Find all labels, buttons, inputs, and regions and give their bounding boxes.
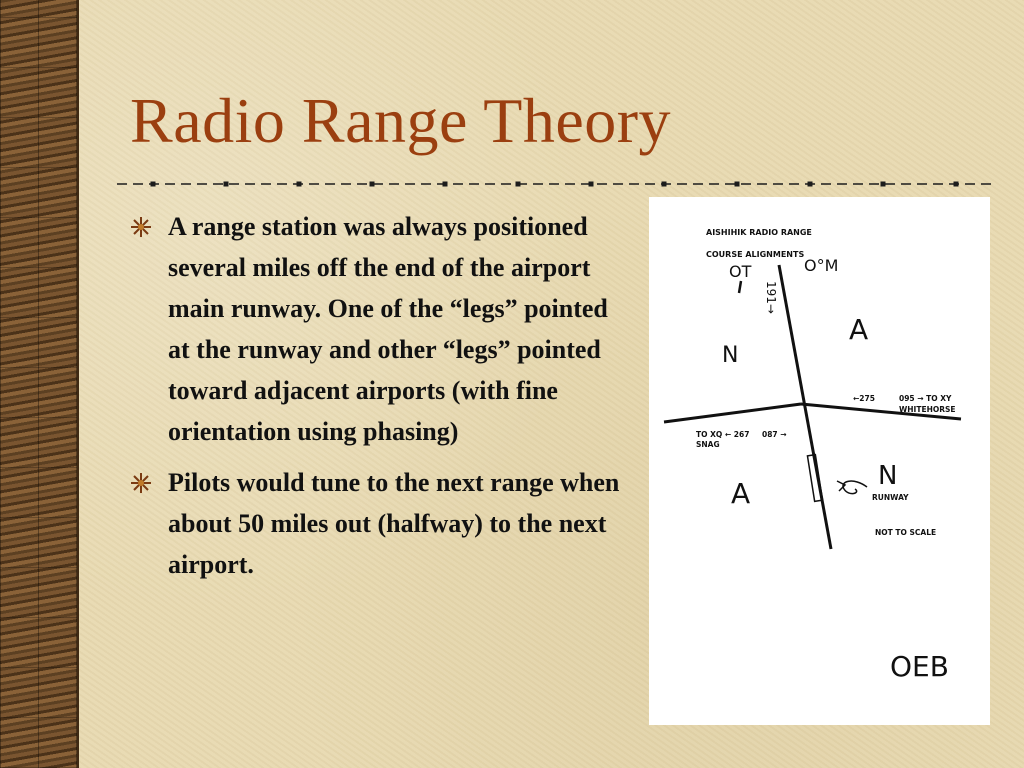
star-cross-icon bbox=[130, 216, 152, 238]
divider-dot bbox=[370, 182, 375, 187]
author-initials: OEB bbox=[890, 650, 949, 683]
diagram-subheading: COURSE ALIGNMENTS bbox=[706, 250, 805, 259]
divider-dot bbox=[662, 182, 667, 187]
radio-range-diagram bbox=[649, 197, 990, 725]
label-snag: SNAG bbox=[696, 440, 720, 449]
leg-to-xq: TO XQ ← 267 bbox=[696, 430, 750, 439]
bullet-item bbox=[130, 462, 630, 585]
leg-275: ←275 bbox=[853, 394, 875, 403]
star-cross-icon bbox=[130, 472, 152, 494]
quadrant-n-bottom: N bbox=[878, 461, 898, 491]
decorative-side-strip bbox=[0, 0, 79, 768]
ot-mark bbox=[739, 281, 741, 293]
course-line-west bbox=[664, 404, 801, 422]
divider-dot bbox=[297, 182, 302, 187]
label-ot: OT bbox=[729, 262, 752, 281]
bullet-list bbox=[130, 206, 630, 595]
divider-dot bbox=[954, 182, 959, 187]
divider-dot bbox=[735, 182, 740, 187]
quadrant-a-top: A bbox=[849, 313, 869, 346]
leg-095: 095 → TO XY bbox=[899, 394, 952, 403]
title-divider bbox=[117, 176, 997, 192]
label-191: 191→ bbox=[764, 281, 778, 314]
leg-087: 087 → bbox=[762, 430, 787, 439]
divider-dot bbox=[808, 182, 813, 187]
label-om: O°M bbox=[804, 256, 839, 275]
diagram-heading: AISHIHIK RADIO RANGE bbox=[706, 228, 812, 237]
divider-dot bbox=[589, 182, 594, 187]
bullet-text: Pilots would tune to the next range when about 50 miles out (halfway) to the next airport. bbox=[168, 468, 620, 579]
divider-dot bbox=[151, 182, 156, 187]
bullet-text: A range station was always positioned several miles off the end of the airport main runway. One of the “legs” pointed at the runway and other “legs” pointed toward adjacent airports (with fine orientation using phasing) bbox=[168, 212, 608, 446]
divider-dot bbox=[516, 182, 521, 187]
divider-dot bbox=[443, 182, 448, 187]
quadrant-n-left: N bbox=[722, 343, 739, 368]
label-runway: RUNWAY bbox=[872, 493, 909, 502]
bullet-item bbox=[130, 206, 630, 452]
runway-arrow bbox=[843, 481, 867, 494]
label-not-to-scale: NOT TO SCALE bbox=[875, 528, 937, 537]
divider-dot bbox=[224, 182, 229, 187]
divider-dot bbox=[881, 182, 886, 187]
quadrant-a-bottom: A bbox=[731, 477, 751, 510]
slide-title: Radio Range Theory bbox=[130, 85, 672, 156]
label-whitehorse: WHITEHORSE bbox=[899, 405, 956, 414]
